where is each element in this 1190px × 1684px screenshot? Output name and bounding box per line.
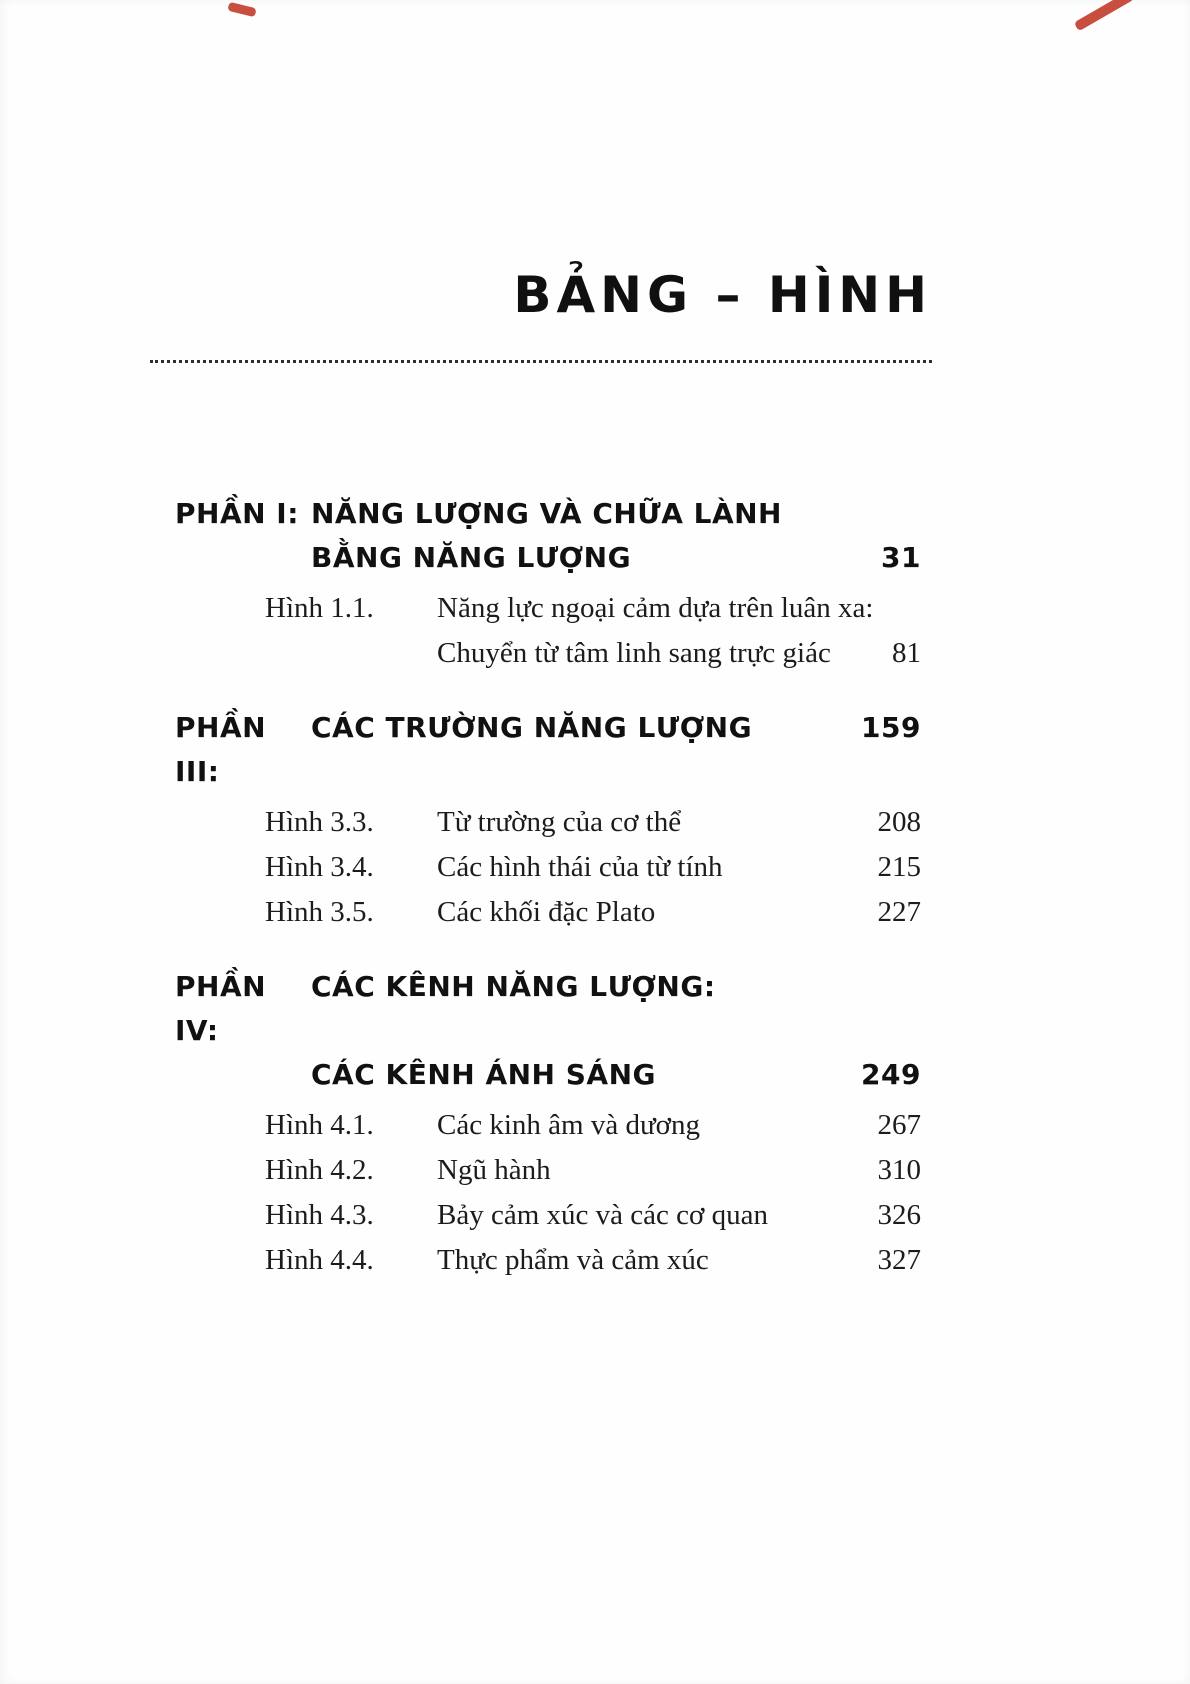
- entry-text: Từ trường của cơ thể: [437, 806, 682, 838]
- section-page: 31: [881, 541, 921, 574]
- entry-page: 208: [877, 806, 921, 838]
- entry-label: Hình 4.2.: [265, 1154, 374, 1186]
- entry-page: 227: [877, 896, 921, 928]
- entry-page: 215: [877, 851, 921, 883]
- entry-row: [175, 586, 921, 631]
- entry-text: Ngũ hành: [437, 1154, 551, 1186]
- entry-label: Hình 4.4.: [265, 1244, 374, 1276]
- entry-row: [175, 890, 921, 935]
- dotted-rule: [150, 360, 932, 363]
- entry-row: [175, 1103, 921, 1148]
- section-page: 249: [861, 1058, 921, 1091]
- entry-text: Các hình thái của từ tính: [437, 851, 723, 883]
- scan-artifact-top-right: [1074, 0, 1134, 31]
- section-title-line: CÁC KÊNH ÁNH SÁNG: [311, 1058, 656, 1091]
- toc-section-phan-4: [175, 965, 921, 1283]
- section-entries: [175, 586, 921, 676]
- entry-page: 326: [877, 1199, 921, 1231]
- page-title: BẢNG – HÌNH: [513, 266, 932, 324]
- section-label: PHẦN IV:: [175, 970, 267, 1047]
- entry-page: 81: [892, 637, 921, 669]
- section-entries: [175, 800, 921, 935]
- entry-row: [175, 1148, 921, 1193]
- entry-page: 310: [877, 1154, 921, 1186]
- entry-label: Hình 1.1.: [265, 592, 374, 624]
- entry-text: Chuyển từ tâm linh sang trực giác: [437, 637, 831, 669]
- entry-row: [175, 1238, 921, 1283]
- entry-label: Hình 4.3.: [265, 1199, 374, 1231]
- scan-artifact-top-left: [227, 2, 256, 18]
- section-heading: [175, 965, 921, 1097]
- section-label: PHẦN III:: [175, 711, 267, 788]
- entry-text: Năng lực ngoại cảm dựa trên luân xa:: [437, 592, 874, 624]
- section-heading: [175, 492, 921, 580]
- entry-label: Hình 3.5.: [265, 896, 374, 928]
- section-entries: [175, 1103, 921, 1283]
- section-title-line: NĂNG LƯỢNG VÀ CHỮA LÀNH: [311, 497, 782, 530]
- toc-section-phan-3: [175, 706, 921, 935]
- section-heading: [175, 706, 921, 794]
- entry-row: [175, 631, 921, 676]
- entry-label: Hình 3.4.: [265, 851, 374, 883]
- toc-section-phan-1: [175, 492, 921, 676]
- section-page: 159: [861, 711, 921, 744]
- section-label: PHẦN I:: [175, 497, 299, 530]
- entry-row: [175, 845, 921, 890]
- entry-text: Thực phẩm và cảm xúc: [437, 1244, 709, 1276]
- entry-text: Các khối đặc Plato: [437, 896, 656, 928]
- section-title-line: BẰNG NĂNG LƯỢNG: [311, 541, 632, 574]
- section-title-line: CÁC TRƯỜNG NĂNG LƯỢNG: [311, 711, 753, 744]
- entry-row: [175, 800, 921, 845]
- entry-text: Các kinh âm và dương: [437, 1109, 700, 1141]
- list-of-figures: [175, 492, 921, 1313]
- section-title-line: CÁC KÊNH NĂNG LƯỢNG:: [311, 970, 716, 1003]
- entry-label: Hình 4.1.: [265, 1109, 374, 1141]
- entry-label: Hình 3.3.: [265, 806, 374, 838]
- entry-row: [175, 1193, 921, 1238]
- entry-page: 267: [877, 1109, 921, 1141]
- entry-page: 327: [877, 1244, 921, 1276]
- entry-text: Bảy cảm xúc và các cơ quan: [437, 1199, 768, 1231]
